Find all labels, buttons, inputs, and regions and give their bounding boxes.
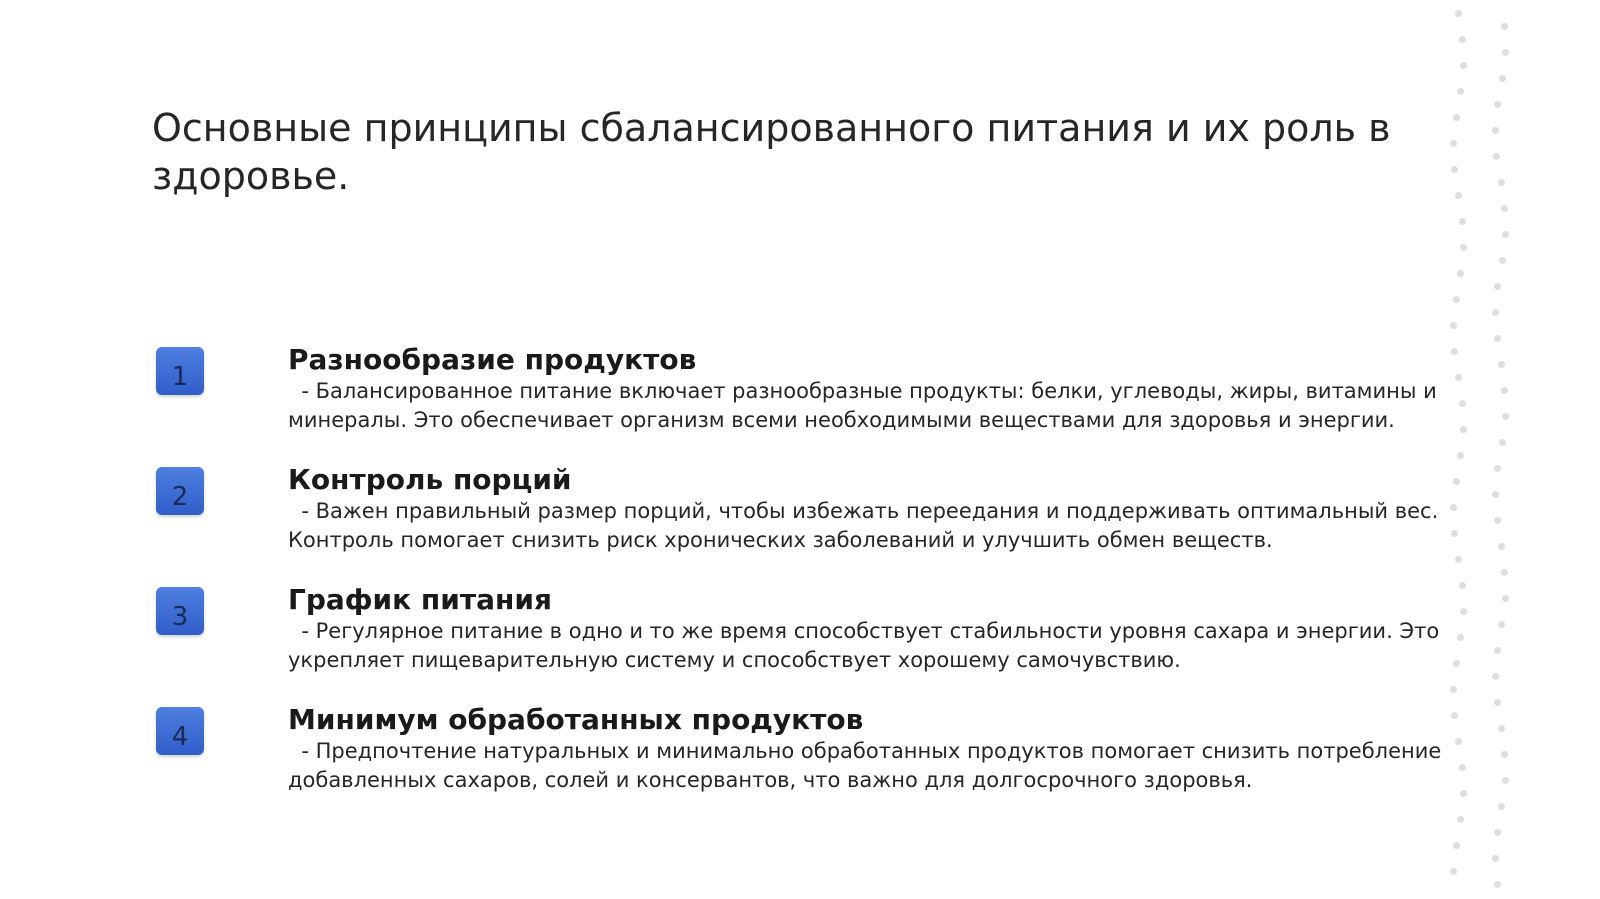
- decor-dot: [1455, 738, 1462, 745]
- decor-dot: [1455, 374, 1462, 381]
- decor-dot: [1498, 621, 1505, 628]
- number-badge: 1: [156, 347, 204, 395]
- decor-dot: [1493, 153, 1500, 160]
- decor-dot: [1453, 842, 1460, 849]
- item-text: [288, 463, 1468, 555]
- decor-dot: [1498, 725, 1505, 732]
- decor-dot: [1502, 413, 1509, 420]
- decor-dot: [1451, 530, 1458, 537]
- item-description: - Регулярное питание в одно и то же время способствует стабильности уровня сахара и энергии. Это укрепляет пищеварительную систему и способствует хорошему самочувствию.: [288, 619, 1446, 672]
- decor-dot: [1459, 218, 1466, 225]
- decor-dot: [1450, 140, 1457, 147]
- decor-dot: [1494, 647, 1501, 654]
- decor-dot: [1457, 452, 1464, 459]
- decor-dot: [1498, 803, 1505, 810]
- decor-dot: [1457, 88, 1464, 95]
- decor-dot: [1494, 335, 1501, 342]
- decor-dot: [1453, 478, 1460, 485]
- decor-dot: [1492, 491, 1499, 498]
- decor-dot: [1460, 790, 1467, 797]
- decor-dot: [1499, 257, 1506, 264]
- decor-dot: [1498, 361, 1505, 368]
- decor-dot: [1455, 10, 1462, 17]
- decor-dot: [1499, 439, 1506, 446]
- decor-dot: [1459, 582, 1466, 589]
- decor-dot: [1498, 179, 1505, 186]
- number-badge: 3: [156, 587, 204, 635]
- item-text: [288, 583, 1468, 675]
- decor-dot: [1457, 634, 1464, 641]
- decor-dot: [1459, 764, 1466, 771]
- decor-dot: [1453, 296, 1460, 303]
- decorative-dots: [1455, 0, 1535, 899]
- item-text: [288, 343, 1468, 435]
- decor-dot: [1501, 569, 1508, 576]
- item-description: - Балансированное питание включает разнообразные продукты: белки, углеводы, жиры, витамины и минералы. Это обеспечивает организм всеми необходимыми веществами для здоровья и энергии.: [288, 379, 1444, 432]
- decor-dot: [1494, 829, 1501, 836]
- item-description: - Предпочтение натуральных и минимально обработанных продуктов помогает снизить потребление добавленных сахаров, солей и консервантов, что важно для долгосрочного здоровья.: [288, 739, 1448, 792]
- decor-dot: [1459, 400, 1466, 407]
- decor-dot: [1457, 816, 1464, 823]
- decor-dot: [1492, 673, 1499, 680]
- decor-dot: [1494, 517, 1501, 524]
- item-heading: График питания: [288, 583, 552, 616]
- decor-dot: [1451, 166, 1458, 173]
- decor-dot: [1498, 543, 1505, 550]
- decor-dot: [1455, 556, 1462, 563]
- decor-dot: [1460, 426, 1467, 433]
- decor-dot: [1494, 283, 1501, 290]
- slide-title: Основные принципы сбалансированного питания и их роль в здоровье.: [152, 106, 1391, 198]
- item-text: [288, 703, 1468, 795]
- decor-dot: [1499, 75, 1506, 82]
- item-heading: Разнообразие продуктов: [288, 343, 697, 376]
- number-badge: 2: [156, 467, 204, 515]
- decor-dot: [1451, 712, 1458, 719]
- decor-dot: [1494, 699, 1501, 706]
- decor-dot: [1501, 23, 1508, 30]
- decor-dot: [1494, 881, 1501, 888]
- decor-dot: [1502, 595, 1509, 602]
- decor-dot: [1492, 855, 1499, 862]
- decor-dot: [1450, 686, 1457, 693]
- decor-dot: [1502, 49, 1509, 56]
- decor-dot: [1459, 36, 1466, 43]
- decor-dot: [1460, 244, 1467, 251]
- decor-dot: [1455, 192, 1462, 199]
- decor-dot: [1494, 465, 1501, 472]
- decor-dot: [1451, 348, 1458, 355]
- decor-dot: [1492, 309, 1499, 316]
- decor-dot: [1453, 114, 1460, 121]
- decor-dot: [1502, 231, 1509, 238]
- decor-dot: [1450, 868, 1457, 875]
- decor-dot: [1502, 777, 1509, 784]
- decor-dot: [1450, 504, 1457, 511]
- decor-dot: [1501, 387, 1508, 394]
- decor-dot: [1457, 270, 1464, 277]
- decor-dot: [1460, 62, 1467, 69]
- item-description: - Важен правильный размер порций, чтобы избежать переедания и поддерживать оптимальный вес. Контроль помогает снизить риск хронических заболеваний и улучшить обмен веществ.: [288, 499, 1445, 552]
- decor-dot: [1494, 101, 1501, 108]
- item-heading: Контроль порций: [288, 463, 572, 496]
- number-badge: 4: [156, 707, 204, 755]
- decor-dot: [1450, 322, 1457, 329]
- decor-dot: [1460, 608, 1467, 615]
- decor-dot: [1492, 127, 1499, 134]
- decor-dot: [1501, 751, 1508, 758]
- item-heading: Минимум обработанных продуктов: [288, 703, 864, 736]
- decor-dot: [1453, 660, 1460, 667]
- decor-dot: [1501, 205, 1508, 212]
